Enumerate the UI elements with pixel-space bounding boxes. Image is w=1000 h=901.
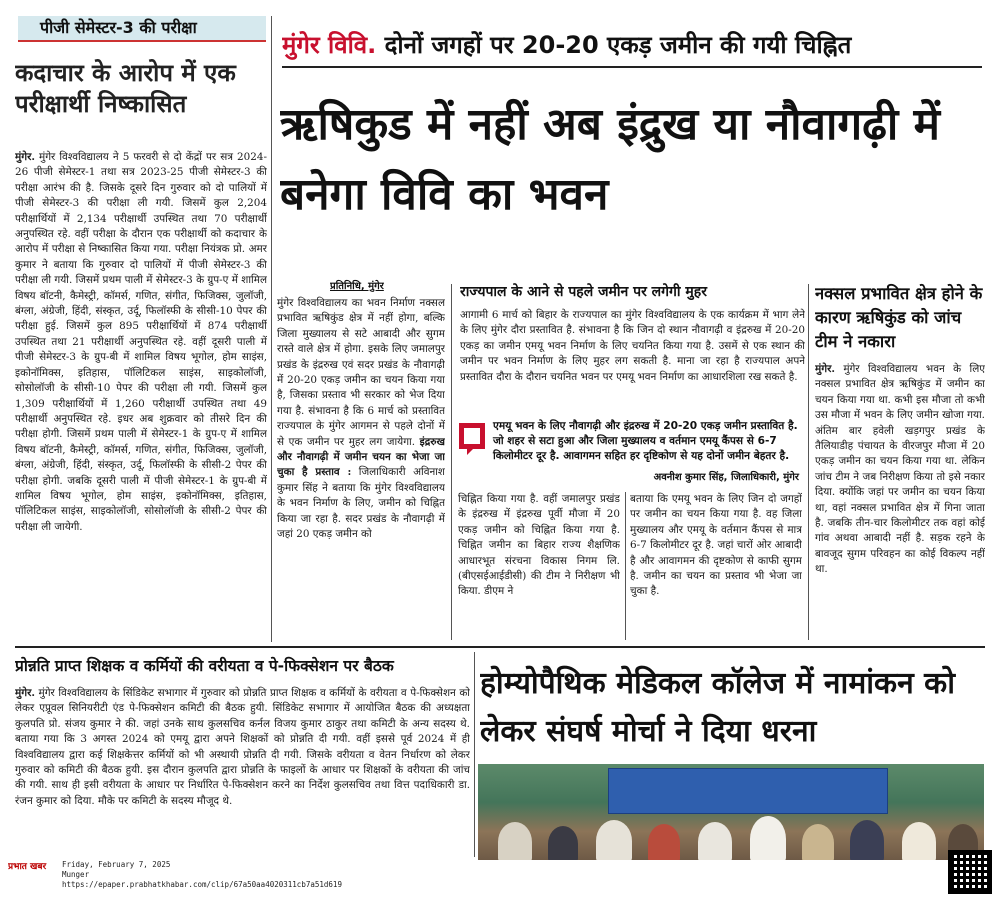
newspaper-logo: प्रभात खबर (8, 862, 47, 872)
quote-box (455, 413, 805, 487)
kicker-rule (282, 66, 982, 68)
main-column-2: चिह्नित किया गया है. वहीं जमालपुर प्रखंड के इंद्ररुख में इंद्ररुख पूर्वी मौजा में 20 एकड़ जमीन को चिह्नित किया गया है. चिह्नित जमीन का बिहार राज्य शैक्षणिक आधारभूत संरचना विकास निगम लि. (बीएसईआईडीसी) की टीम ने निरीक्षण भी किया. डीएम ने (458, 493, 620, 598)
main-col1-subhead: इंद्ररुख और नौवागढ़ी में जमीन चयन का भेजा जा चुका है प्रस्ताव : (277, 435, 445, 479)
bottom-right-headline: होम्योपैथिक मेडिकल कॉलेज में नामांकन को लेकर संघर्ष मोर्चा ने दिया धरना (480, 666, 955, 749)
main-column-1 (277, 296, 445, 640)
main-headline: ऋषिकुड में नहीं अब इंद्रुख या नौवागढ़ी में बनेगा विवि का भवन (280, 99, 940, 220)
clip-url[interactable]: https://epaper.prabhatkhabar.com/clip/67a50aa4020311cb7a51d619 (62, 880, 342, 889)
main-kicker (282, 26, 982, 64)
side-headline: नक्सल प्रभावित क्षेत्र होने के कारण ऋषिकुंड को जांच टीम ने नकारा (815, 284, 983, 351)
left-article-text: मुंगेर विश्वविद्यालय ने 5 फरवरी से दो केंद्रों पर सत्र 2024-26 पीजी सेमेस्टर-1 तथा सत्र 2023-25 पीजी सेमेस्टर-3 की परीक्षा आरंभ की है. जिसके दूसरे दिन गुरुवार को दो पालियों में पीजी सेमेस्टर-3 की परीक्षा ली गयी. जिसमें कुल 2,204 परीक्षार्थियों में 2,134 परीक्षार्थी उपस्थित तथा 70 परीक्षार्थी अनुपस्थित रहे. वहीं परीक्षा के दौरान एक परीक्षार्थी को कदाचार के आरोप में परीक्षा से निष्कासित किया गया. परीक्षा नियंत्रक प्रो. अमर कुमार ने बताया कि गुरुवार दो पालियों में पीजी सेमेस्टर-3 की परीक्षा ली गयी. जिसमें प्रथम पाली में सेमेस्टर-3 के ग्रुप-ए में शामिल विषय बॉटनी, कैमेस्ट्री, कॉमर्स, गणित, संगीत, फिजिक्स, जुलॉजी, बंग्ला, अंग्रेजी, हिंदी, संस्कृत, उर्दू, फिलॉस्फी के सीसी-10 पेपर की परीक्षा हुई. जिसमें कुल 895 परीक्षार्थियों में 874 परीक्षार्थी उपस्थित तथा 21 परीक्षार्थी अनुपस्थित रहे. वहीं दूसरी पाली में पीजी सेमेस्टर-3 के ग्रुप-बी में शामिल विषय भूगोल, होम साइंस, इकोनॉमिक्स, इतिहास, पॉलिटिकल साइंस, साइकोलॉजी, सोसोलॉजी के सीसी-10 पेपर की परीक्षा ली गयी. जिसमें कुल 1,309 परीक्षार्थियों में 1,260 परीक्षार्थी उपस्थित तथा 49 परीक्षार्थी अनुपस्थित रहे. इधर अब शुक्रवार को तीसरे दिन की परीक्षा होगी. जिसमें प्रथम पाली में सेमेस्टर-1 के ग्रुप-ए में शामिल विषय बॉटनी, कैमेस्ट्री, कॉमर्स, गणित, संगीत, फिजिक्स, जुलॉजी, बंग्ला, अंग्रेजी, हिंदी, संस्कृत, उर्दू, फिलॉस्फी के सीसी-2 पेपर की परीक्षा होगी. जबकि दूसरी पाली में पीजी सेमेस्टर-1 के ग्रुप-बी में शामिल विषय भूगोल, होम साइंस, इकोनॉमिक्स, इतिहास, पॉलिटिकल साइंस, साइकोलॉजी, सोसोलॉजी के सीसी-2 पेपर की परीक्षा ली जायेगी. (15, 151, 267, 533)
main-col1-para2: जिलाधिकारी अविनाश कुमार सिंह ने बताया कि मुंगेर विश्वविद्यालय के भवन निर्माण के लिए, जमीन को चिह्नित किया जा रहा है. सदर प्रखंड के नौवागढ़ी में जहां 20 एकड़ जमीन को (277, 466, 445, 541)
governor-subhead: राज्यपाल के आने से पहले जमीन पर लगेगी मुहर (460, 284, 707, 300)
bottom-left-text: मुंगेर विश्वविद्यालय के सिंडिकेट सभागार में गुरुवार को प्रोन्नति प्राप्त शिक्षक व कर्मियों के वरीयता व पे-फिक्सेशन को लेकर एप्रूवल सिनियरीटी एंड पे-फिक्सेशन कमिटी की बैठक हुयी. सिंडिकेट सभागार में आयोजित बैठक की अध्यक्षता कुलपति प्रो. संजय कुमार ने की. जहां उनके साथ कुलसचिव कर्नल विजय कुमार ठाकुर तथा कमिटी के अन्य सदस्य थे. बताया गया कि 3 अगस्त 2024 को एमयू द्वारा अपने शिक्षकों को प्रोन्नति दी गयी. वहीं इससे पूर्व 2024 में ही विश्वविद्यालय द्वारा कई शिक्षकेत्तर कर्मियों को भी अस्थायी प्रोन्नति दी गयी. जिसके वरीयता व वेतन निर्धारण को लेकर गुरुवार को कमिटी की बैठक हुयी. इस दौरान कुलपति द्वारा प्रोन्नति के फाइलों के आधार पर शिक्षकों के वरीयता की जांच की गयी. साथ ही इसी वरीयता के आधार पर निर्धारित पे-फिक्सेशन करने का निर्देश कुलसचिव तथा वित्त पदाधिकारी डा. रंजन कुमार को दिया. मौके पर कमिटी के सदस्य मौजूद थे. (15, 687, 470, 807)
side-article-body (815, 362, 985, 642)
section-tag-label: पीजी सेमेस्टर-3 की परीक्षा (40, 18, 197, 37)
column-divider (451, 284, 452, 640)
clip-info (62, 860, 342, 890)
clip-date: Friday, February 7, 2025 (62, 860, 171, 869)
column-divider (625, 492, 626, 640)
main-column-3: बताया कि एमयू भवन के लिए जिन दो जगहों पर जमीन का चयन किया गया है. वह जिला मुख्यालय और एमयू के वर्तमान कैंपस से मात्र 6-7 किलोमीटर दूर है. जहां चारों ओर आबादी है और आवागमन की दृष्टकोण से काफी सुगम है. जमीन का चयन का प्रस्ताव भी भेजा जा चुका है. (630, 493, 802, 598)
protest-banner (608, 768, 888, 814)
left-headline: कदाचार के आरोप में एक परीक्षार्थी निष्कासित (15, 59, 236, 118)
quote-author: अवनीश कुमार सिंह, जिलाधिकारी, मुंगेर (653, 472, 799, 483)
kicker-text: दोनों जगहों पर 20-20 एकड़ जमीन की गयी चिह्नित (376, 31, 852, 59)
clip-edition: Munger (62, 870, 90, 879)
bottom-left-headline: प्रोन्नति प्राप्त शिक्षक व कर्मियों की वरीयता व पे-फिक्सेशन पर बैठक (15, 657, 394, 675)
kicker-location: मुंगेर विवि. (282, 31, 377, 59)
section-tag (18, 16, 266, 42)
dateline: मुंगेर. (815, 363, 835, 375)
column-divider (271, 16, 272, 642)
main-col1-para1: मुंगेर विश्वविद्यालय का भवन निर्माण नक्सल प्रभावित ऋषिकुंड क्षेत्र में नहीं होगा, बल्कि जिला मुख्यालय से सटे आबादी और सुगम रास्ते वाले क्षेत्र में होगा. इसके लिए जमालपुर प्रखंड के इंद्ररुख एवं सदर प्रखंड के नौवागढ़ी में 20-20 एकड़ जमीन का चयन किया गया है, जिसका प्रस्ताव भी सरकार को भेज दिया गया है. संभावना है कि 6 मार्च को प्रस्तावित राज्यपाल के मुंगेर आगमन से पहले दोनों में से एक जमीन पर मुहर लग जायेगा. (277, 297, 445, 448)
quote-text: एमयू भवन के लिए नौवागढ़ी और इंद्ररुख में 20-20 एकड़ जमीन प्रस्तावित है. जो शहर से सटा हुआ और जिला मुख्यालय व वर्तमान एमयू कैंपस से 6-7 किलोमीटर दूर है. आवागमन सहित हर दृष्टिकोण से यह दोनों जमीन बेहतर है. (493, 420, 798, 462)
byline: प्रतिनिधि, मुंगेर (330, 281, 384, 292)
quote-icon (457, 421, 487, 455)
section-rule (15, 646, 985, 648)
protest-photo (478, 764, 984, 860)
column-divider (808, 284, 809, 640)
dateline: मुंगेर. (15, 687, 35, 699)
left-article-body (15, 150, 267, 628)
column-divider (474, 652, 475, 857)
dateline: मुंगेर. (15, 151, 35, 163)
qr-code-icon (948, 850, 992, 894)
side-article-text: मुंगेर विश्वविद्यालय भवन के लिए नक्सल प्रभावित क्षेत्र ऋषिकुंड में जमीन का चयन किया गया था. कभी इस मौजा तो कभी उस मौजा में भवन के लिए जमीन खोजा गया. अंतिम बार हवेली खड़गपुर प्रखंड के तैलियाडीह पंचायत के वीरजपुर मौजा में 20 एकड़ जमीन का चयन किया गया था. लेकिन जांच टीम ने जब निरीक्षण किया तो इसे नकार दिया. क्योंकि जहां पर जमीन का चयन किया था, वहां नक्सल प्रभावित क्षेत्र में गिना जाता है. जबकि तीन-चार किलोमीटर तक वहां कोई गांव अथवा आबादी नहीं है. सड़क रहने के बावजूद सुगम परिवहन का कोई विकल्प नहीं था. (815, 363, 985, 576)
governor-body: आगामी 6 मार्च को बिहार के राज्यपाल का मुंगेर विश्वविद्यालय के एक कार्यक्रम में भाग लेने के लिए मुंगेर दौरा प्रस्तावित है. संभावना है कि जिन दो स्थान नौवागढ़ी व इंद्ररुख में 20-20 एकड़ का जमीन एमयू भवन निर्माण के लिए चयनित किया गया है. उसमें से एक स्थान की जमीन पर भवन निर्माण के लिए मुहर लग सकती है. माना जा रहा है राज्यपाल अपने प्रस्तावित दौरा के दौरान चयनित भवन पर एमयू भवन निर्माण का आधारशिला रख सकते है. (460, 309, 805, 383)
bottom-left-body (15, 686, 470, 854)
